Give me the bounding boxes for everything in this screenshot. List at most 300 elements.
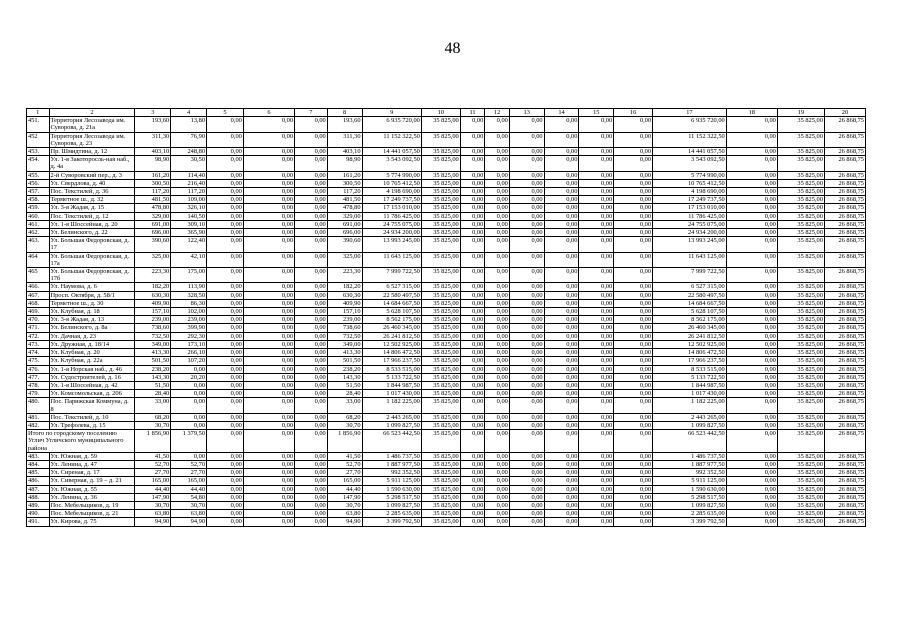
value-cell: 0,00 [614, 252, 653, 267]
value-cell: 0,00 [544, 171, 579, 179]
total-label-cell: Итого по городскому поселению Углич Угличского муниципального района [27, 430, 135, 453]
value-cell: 0,00 [460, 518, 485, 526]
value-cell: 0,00 [485, 365, 510, 373]
value-cell: 0,00 [579, 117, 614, 132]
value-cell: 26 868,75 [824, 204, 865, 212]
value-cell: 0,00 [460, 204, 485, 212]
value-cell: 35 825,00 [421, 485, 460, 493]
value-cell: 0,00 [579, 413, 614, 421]
value-cell: 1 017 430,00 [362, 390, 421, 398]
value-cell: 102,00 [171, 308, 207, 316]
value-cell: 1 486 737,50 [653, 452, 727, 460]
table-body [27, 117, 866, 526]
value-cell: 35 825,00 [421, 188, 460, 196]
value-cell: 0,00 [207, 179, 244, 187]
row-number-cell: 490. [27, 510, 50, 518]
value-cell: 0,00 [509, 340, 544, 348]
value-cell: 0,00 [485, 148, 510, 156]
value-cell: 26 868,75 [824, 283, 865, 291]
table-row [27, 252, 866, 267]
value-cell: 0,00 [614, 204, 653, 212]
value-cell: 2 443 265,00 [362, 413, 421, 421]
row-number-cell: 462. [27, 229, 50, 237]
value-cell: 0,00 [509, 485, 544, 493]
value-cell: 0,00 [614, 518, 653, 526]
value-cell: 143,30 [135, 373, 171, 381]
column-header: 18 [726, 109, 777, 117]
value-cell: 14 684 667,50 [653, 299, 727, 307]
value-cell: 0,00 [509, 501, 544, 509]
value-cell: 0,00 [295, 365, 328, 373]
value-cell: 0,00 [544, 291, 579, 299]
value-cell: 8 533 515,00 [653, 365, 727, 373]
row-number-cell: 460. [27, 212, 50, 220]
table-row [27, 283, 866, 291]
value-cell: 0,00 [460, 179, 485, 187]
value-cell: 165,00 [135, 477, 171, 485]
value-cell: 0,00 [171, 398, 207, 413]
total-value-cell: 0,00 [509, 430, 544, 453]
value-cell: 35 825,00 [777, 501, 824, 509]
value-cell: 0,00 [509, 381, 544, 389]
row-number-cell: 491. [27, 518, 50, 526]
value-cell: 17 249 737,50 [362, 196, 421, 204]
value-cell: 0,00 [579, 452, 614, 460]
value-cell: 0,00 [295, 373, 328, 381]
value-cell: 0,00 [243, 316, 294, 324]
value-cell: 5 298 517,50 [362, 493, 421, 501]
value-cell: 738,60 [327, 324, 362, 332]
value-cell: 35 825,00 [777, 493, 824, 501]
value-cell: 0,00 [485, 132, 510, 147]
column-header: 17 [653, 109, 727, 117]
value-cell: 0,00 [485, 212, 510, 220]
value-cell: 26 868,75 [824, 477, 865, 485]
address-cell: Ул. Большая Федоровская, д. 17б [49, 268, 135, 283]
value-cell: 27,70 [171, 469, 207, 477]
value-cell: 35 825,00 [777, 349, 824, 357]
value-cell: 35 825,00 [421, 460, 460, 468]
address-cell: Ул. Судостроителей, д. 16 [49, 373, 135, 381]
value-cell: 0,00 [243, 493, 294, 501]
value-cell: 0,00 [579, 510, 614, 518]
value-cell: 0,00 [544, 252, 579, 267]
value-cell: 1 486 737,50 [362, 452, 421, 460]
value-cell: 403,10 [135, 148, 171, 156]
value-cell: 0,00 [726, 460, 777, 468]
value-cell: 0,00 [207, 316, 244, 324]
value-cell: 26 868,75 [824, 510, 865, 518]
value-cell: 0,00 [509, 477, 544, 485]
value-cell: 0,00 [726, 220, 777, 228]
value-cell: 0,00 [207, 501, 244, 509]
value-cell: 691,00 [327, 220, 362, 228]
value-cell: 0,00 [614, 316, 653, 324]
address-cell: Ул. Ленина, д. 36 [49, 493, 135, 501]
value-cell: 0,00 [614, 229, 653, 237]
value-cell: 5 298 517,50 [653, 493, 727, 501]
value-cell: 0,00 [295, 421, 328, 429]
value-cell: 0,00 [509, 398, 544, 413]
value-cell: 0,00 [726, 196, 777, 204]
total-value-cell: 26 868,75 [824, 430, 865, 453]
value-cell: 0,00 [460, 460, 485, 468]
value-cell: 30,70 [327, 501, 362, 509]
value-cell: 0,00 [243, 452, 294, 460]
value-cell: 26 868,75 [824, 332, 865, 340]
table-row [27, 316, 866, 324]
address-cell: Пр. Шмидтина, д. 12 [49, 148, 135, 156]
value-cell: 4 198 690,00 [653, 188, 727, 196]
value-cell: 35 825,00 [777, 485, 824, 493]
row-number-cell: 466. [27, 283, 50, 291]
value-cell: 0,00 [579, 299, 614, 307]
value-cell: 26 868,75 [824, 501, 865, 509]
value-cell: 0,00 [460, 332, 485, 340]
value-cell: 30,50 [171, 156, 207, 171]
value-cell: 0,00 [544, 518, 579, 526]
value-cell: 76,90 [171, 132, 207, 147]
value-cell: 44,40 [135, 485, 171, 493]
value-cell: 14 806 472,50 [362, 349, 421, 357]
value-cell: 24 934 200,00 [362, 229, 421, 237]
value-cell: 0,00 [207, 117, 244, 132]
value-cell: 0,00 [579, 398, 614, 413]
value-cell: 30,70 [135, 501, 171, 509]
value-cell: 17 966 237,50 [362, 357, 421, 365]
value-cell: 0,00 [295, 518, 328, 526]
table-row [27, 171, 866, 179]
value-cell: 35 825,00 [777, 518, 824, 526]
value-cell: 193,60 [327, 117, 362, 132]
value-cell: 0,00 [295, 204, 328, 212]
value-cell: 1 590 630,00 [653, 485, 727, 493]
value-cell: 26 868,75 [824, 212, 865, 220]
total-value-cell: 0,00 [207, 430, 244, 453]
value-cell: 0,00 [509, 283, 544, 291]
value-cell: 161,20 [135, 171, 171, 179]
value-cell: 0,00 [544, 148, 579, 156]
value-cell: 0,00 [509, 171, 544, 179]
value-cell: 0,00 [614, 188, 653, 196]
row-number-cell: 489. [27, 501, 50, 509]
value-cell: 325,00 [327, 252, 362, 267]
value-cell: 0,00 [460, 299, 485, 307]
value-cell: 0,00 [295, 510, 328, 518]
value-cell: 0,00 [579, 421, 614, 429]
value-cell: 0,00 [243, 268, 294, 283]
value-cell: 0,00 [460, 381, 485, 389]
value-cell: 0,00 [207, 349, 244, 357]
value-cell: 182,20 [327, 283, 362, 291]
value-cell: 35 825,00 [777, 308, 824, 316]
value-cell: 0,00 [485, 349, 510, 357]
value-cell: 13 993 245,00 [362, 237, 421, 252]
value-cell: 0,00 [614, 349, 653, 357]
value-cell: 0,00 [579, 229, 614, 237]
value-cell: 0,00 [614, 477, 653, 485]
value-cell: 0,00 [207, 373, 244, 381]
value-cell: 0,00 [295, 291, 328, 299]
column-header: 9 [362, 109, 421, 117]
value-cell: 0,00 [544, 204, 579, 212]
value-cell: 0,00 [509, 365, 544, 373]
value-cell: 26 868,75 [824, 421, 865, 429]
value-cell: 35 825,00 [421, 324, 460, 332]
value-cell: 0,00 [243, 229, 294, 237]
value-cell: 0,00 [614, 373, 653, 381]
value-cell: 42,10 [171, 252, 207, 267]
value-cell: 738,60 [135, 324, 171, 332]
value-cell: 311,30 [327, 132, 362, 147]
value-cell: 28,40 [135, 390, 171, 398]
value-cell: 35 825,00 [421, 196, 460, 204]
value-cell: 35 825,00 [421, 357, 460, 365]
value-cell: 26 868,75 [824, 117, 865, 132]
value-cell: 326,10 [171, 204, 207, 212]
address-cell: Ул. 1-я Закоторосль-ная наб., д. 4а [49, 156, 135, 171]
value-cell: 0,00 [544, 421, 579, 429]
value-cell: 0,00 [243, 469, 294, 477]
value-cell: 26 241 812,50 [653, 332, 727, 340]
value-cell: 98,90 [135, 156, 171, 171]
table-row [27, 332, 866, 340]
value-cell: 0,00 [295, 299, 328, 307]
row-number-cell: 472. [27, 332, 50, 340]
value-cell: 35 825,00 [777, 179, 824, 187]
value-cell: 216,40 [171, 179, 207, 187]
value-cell: 26 868,75 [824, 390, 865, 398]
table-row [27, 421, 866, 429]
value-cell: 691,00 [135, 220, 171, 228]
value-cell: 0,00 [509, 316, 544, 324]
value-cell: 0,00 [726, 332, 777, 340]
row-number-cell: 470. [27, 316, 50, 324]
value-cell: 26 868,75 [824, 132, 865, 147]
value-cell: 0,00 [579, 349, 614, 357]
value-cell: 26 868,75 [824, 398, 865, 413]
value-cell: 0,00 [509, 117, 544, 132]
value-cell: 0,00 [579, 485, 614, 493]
value-cell: 0,00 [243, 510, 294, 518]
value-cell: 0,00 [207, 390, 244, 398]
value-cell: 0,00 [207, 365, 244, 373]
value-cell: 35 825,00 [777, 212, 824, 220]
value-cell: 0,00 [207, 299, 244, 307]
table-row [27, 308, 866, 316]
value-cell: 3 399 792,50 [653, 518, 727, 526]
table-row [27, 373, 866, 381]
value-cell: 35 825,00 [777, 291, 824, 299]
value-cell: 413,30 [135, 349, 171, 357]
value-cell: 35 825,00 [777, 413, 824, 421]
value-cell: 0,00 [295, 148, 328, 156]
value-cell: 35 825,00 [777, 381, 824, 389]
value-cell: 26 868,75 [824, 252, 865, 267]
value-cell: 0,00 [207, 332, 244, 340]
row-number-cell: 454. [27, 156, 50, 171]
value-cell: 0,00 [243, 283, 294, 291]
column-header: 5 [207, 109, 244, 117]
value-cell: 11 643 125,00 [653, 252, 727, 267]
value-cell: 0,00 [726, 493, 777, 501]
value-cell: 0,00 [485, 381, 510, 389]
table-row [27, 518, 866, 526]
value-cell: 0,00 [579, 373, 614, 381]
value-cell: 147,90 [327, 493, 362, 501]
value-cell: 696,00 [135, 229, 171, 237]
value-cell: 0,00 [243, 349, 294, 357]
value-cell: 0,00 [207, 452, 244, 460]
value-cell: 14 684 667,50 [362, 299, 421, 307]
value-cell: 0,00 [460, 268, 485, 283]
total-value-cell: 66 523 442,50 [653, 430, 727, 453]
value-cell: 26 868,75 [824, 148, 865, 156]
row-number-cell: 478. [27, 381, 50, 389]
value-cell: 26 868,75 [824, 299, 865, 307]
table-row [27, 156, 866, 171]
value-cell: 0,00 [579, 381, 614, 389]
value-cell: 0,00 [614, 398, 653, 413]
value-cell: 0,00 [243, 132, 294, 147]
value-cell: 35 825,00 [421, 220, 460, 228]
address-cell: Просп. Октября, д. 58/1 [49, 291, 135, 299]
row-number-cell: 468. [27, 299, 50, 307]
value-cell: 2 285 635,00 [653, 510, 727, 518]
value-cell: 26 868,75 [824, 179, 865, 187]
value-cell: 696,00 [327, 229, 362, 237]
value-cell: 14 806 472,50 [653, 349, 727, 357]
value-cell: 0,00 [485, 316, 510, 324]
value-cell: 0,00 [509, 349, 544, 357]
value-cell: 390,60 [327, 237, 362, 252]
value-cell: 5 628 107,50 [362, 308, 421, 316]
address-cell: Ул. Сиреная, д. 17 [49, 469, 135, 477]
value-cell: 63,80 [327, 510, 362, 518]
value-cell: 0,00 [485, 340, 510, 348]
value-cell: 35 825,00 [421, 148, 460, 156]
row-number-cell: 458. [27, 196, 50, 204]
value-cell: 0,00 [544, 501, 579, 509]
value-cell: 1 844 987,50 [362, 381, 421, 389]
value-cell: 0,00 [460, 316, 485, 324]
value-cell: 0,00 [485, 460, 510, 468]
value-cell: 35 825,00 [777, 299, 824, 307]
value-cell: 0,00 [614, 148, 653, 156]
value-cell: 0,00 [460, 283, 485, 291]
address-cell: Ул. Белинского, д. 8а [49, 324, 135, 332]
table-row [27, 501, 866, 509]
address-cell: Ул. Ленина, д. 47 [49, 460, 135, 468]
value-cell: 22 580 497,50 [653, 291, 727, 299]
value-cell: 2 285 635,00 [362, 510, 421, 518]
value-cell: 35 825,00 [421, 291, 460, 299]
value-cell: 35 825,00 [421, 421, 460, 429]
value-cell: 35 825,00 [777, 188, 824, 196]
value-cell: 0,00 [243, 398, 294, 413]
value-cell: 147,90 [135, 493, 171, 501]
value-cell: 0,00 [726, 501, 777, 509]
value-cell: 143,30 [327, 373, 362, 381]
value-cell: 0,00 [243, 188, 294, 196]
value-cell: 1 099 827,50 [362, 501, 421, 509]
value-cell: 0,00 [614, 308, 653, 316]
value-cell: 35 825,00 [777, 332, 824, 340]
value-cell: 0,00 [295, 501, 328, 509]
value-cell: 0,00 [460, 291, 485, 299]
value-cell: 26 868,75 [824, 460, 865, 468]
value-cell: 0,00 [295, 237, 328, 252]
value-cell: 0,00 [243, 501, 294, 509]
value-cell: 35 825,00 [777, 510, 824, 518]
value-cell: 501,50 [327, 357, 362, 365]
value-cell: 0,00 [579, 212, 614, 220]
value-cell: 51,50 [135, 381, 171, 389]
value-cell: 349,00 [327, 340, 362, 348]
value-cell: 35 825,00 [421, 268, 460, 283]
value-cell: 107,20 [171, 357, 207, 365]
value-cell: 0,00 [726, 283, 777, 291]
value-cell: 0,00 [579, 390, 614, 398]
value-cell: 409,90 [327, 299, 362, 307]
table-row [27, 291, 866, 299]
value-cell: 0,00 [171, 365, 207, 373]
value-cell: 0,00 [579, 357, 614, 365]
value-cell: 0,00 [726, 357, 777, 365]
value-cell: 0,00 [726, 237, 777, 252]
address-cell: Ул. Сиверная, д. 19 – д. 21 [49, 477, 135, 485]
value-cell: 13,80 [171, 117, 207, 132]
value-cell: 26 868,75 [824, 229, 865, 237]
row-number-cell: 474. [27, 349, 50, 357]
value-cell: 0,00 [509, 196, 544, 204]
value-cell: 0,00 [295, 413, 328, 421]
table-row [27, 349, 866, 357]
value-cell: 0,00 [295, 381, 328, 389]
value-cell: 30,70 [171, 501, 207, 509]
value-cell: 0,00 [544, 299, 579, 307]
table-row [27, 148, 866, 156]
value-cell: 114,40 [171, 171, 207, 179]
value-cell: 0,00 [485, 510, 510, 518]
value-cell: 1 590 630,00 [362, 485, 421, 493]
total-value-cell: 66 523 442,50 [362, 430, 421, 453]
row-number-cell: 452 [27, 132, 50, 147]
value-cell: 0,00 [207, 252, 244, 267]
value-cell: 35 825,00 [777, 460, 824, 468]
value-cell: 35 825,00 [421, 299, 460, 307]
row-number-cell: 485. [27, 469, 50, 477]
value-cell: 0,00 [509, 237, 544, 252]
value-cell: 0,00 [614, 324, 653, 332]
value-cell: 2 443 265,00 [653, 413, 727, 421]
value-cell: 0,00 [243, 220, 294, 228]
value-cell: 26 868,75 [824, 518, 865, 526]
table-row [27, 220, 866, 228]
value-cell: 109,00 [171, 196, 207, 204]
value-cell: 0,00 [614, 510, 653, 518]
value-cell: 17 966 237,50 [653, 357, 727, 365]
value-cell: 35 825,00 [777, 196, 824, 204]
value-cell: 35 825,00 [421, 117, 460, 132]
value-cell: 0,00 [614, 179, 653, 187]
value-cell: 0,00 [579, 501, 614, 509]
address-cell: Ул. 3-я Жадая, д. 13 [49, 316, 135, 324]
value-cell: 8 533 515,00 [362, 365, 421, 373]
value-cell: 292,30 [171, 332, 207, 340]
value-cell: 0,00 [726, 212, 777, 220]
value-cell: 266,10 [171, 349, 207, 357]
